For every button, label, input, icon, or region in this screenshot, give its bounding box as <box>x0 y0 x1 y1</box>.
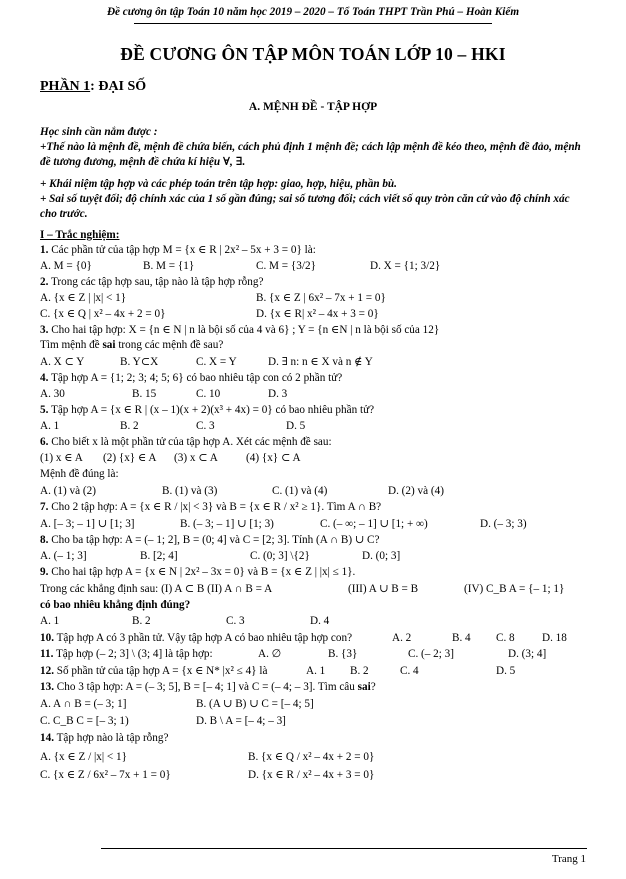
statement-4: (4) {x} ⊂ A <box>246 452 301 464</box>
section-subheading: I – Trắc nghiệm: <box>40 229 120 241</box>
option-b: B. (1) và (3) <box>162 485 218 497</box>
prompt-text: Tìm mệnh đề <box>40 339 103 351</box>
option-d: D. 3 <box>268 388 288 400</box>
question-14 <box>40 731 168 745</box>
question-text: Cho 3 tập hợp: A = (– 3; 5], B = [– 4; 1] và C = (– 4; – 3]. Tìm câu <box>53 681 358 693</box>
option-d: D. {x ∈ R| x² – 4x + 3 = 0} <box>256 308 379 320</box>
statement-2: (2) {x} ∈ A <box>103 452 157 464</box>
question-number: 13. <box>40 681 54 693</box>
option-b: B. 4 <box>452 632 471 644</box>
question-number: 10. <box>40 632 54 644</box>
question-text: Các phần tử của tập hợp M = {x ∈ R | 2x² – 5x + 3 = 0} là: <box>48 244 316 256</box>
section-heading: A. MỆNH ĐỀ - TẬP HỢP <box>248 101 378 113</box>
option-a: A. M = {0} <box>40 260 92 272</box>
question-text: Tập hợp A = {1; 2; 3; 4; 5; 6} có bao nhiêu tập con có 2 phần tử? <box>48 372 343 384</box>
intro-point-3: + Sai số tuyệt đối; độ chính xác của 1 số gần đúng; sai số tương đối; cách viết số quy tròn căn cứ vào độ chính xác cho trước. <box>40 193 570 220</box>
option-d: D. {x ∈ R / x² – 4x + 3 = 0} <box>248 769 375 781</box>
question-10 <box>40 631 567 645</box>
question-number: 6. <box>40 436 49 448</box>
question-number: 3. <box>40 324 49 336</box>
option-d: D. 5 <box>286 420 306 432</box>
statement-3: (3) x ⊂ A <box>174 452 218 464</box>
question-11 <box>40 647 547 661</box>
option-b: B. 15 <box>132 388 157 400</box>
statement-1: (1) x ∈ A <box>40 452 83 464</box>
part-name: : ĐẠI SỐ <box>90 79 147 94</box>
intro-heading: Học sinh cần nắm được : <box>40 126 158 138</box>
question-text: Trong các tập hợp sau, tập nào là tập hợp rỗng? <box>48 276 264 288</box>
running-header: Đề cương ôn tập Toán 10 năm học 2019 – 2020 – Tổ Toán THPT Trần Phú – Hoàn Kiếm <box>106 6 520 18</box>
option-d: D. X = {1; 3/2} <box>370 260 441 272</box>
statement-1-2: Trong các khẳng định sau: (I) A ⊂ B (II) A ∩ B = A <box>40 583 273 595</box>
option-c: C. {x ∈ Q | x² – 4x + 2 = 0} <box>40 308 166 320</box>
question-text: Cho ba tập hợp: A = (– 1; 2], B = (0; 4] và C = [2; 3]. Tính (A ∩ B) ∪ C? <box>48 534 380 546</box>
question-number: 9. <box>40 566 49 578</box>
document-title: ĐỀ CƯƠNG ÔN TẬP MÔN TOÁN LỚP 10 – HKI <box>120 44 506 64</box>
option-b: B. M = {1} <box>143 260 195 272</box>
option-d: D. 4 <box>310 615 330 627</box>
question-text: Tập hợp A = {x ∈ R | (x – 1)(x + 2)(x³ + 4x) = 0} có bao nhiêu phần tử? <box>48 404 375 416</box>
emphasis-text: sai <box>102 339 116 351</box>
option-a: A. 2 <box>392 632 412 644</box>
question-12 <box>40 664 516 678</box>
option-c: C. 3 <box>226 615 245 627</box>
question-text: Tập hợp (– 2; 3] \ (3; 4] là tập hợp: <box>53 648 213 660</box>
question-number: 14. <box>40 732 54 744</box>
option-a: A. {x ∈ Z / |x| < 1} <box>40 751 127 763</box>
option-c: C. (– ∞; – 1] ∪ [1; + ∞) <box>320 518 428 530</box>
option-c: C. 3 <box>196 420 215 432</box>
intro-point-1: +Thế nào là mệnh đề, mệnh đề chứa biến, cách phủ định 1 mệnh đề; cách lập mệnh đề kéo theo, mệnh đề đảo, mệnh đề tương đương, mệnh đề chứa kí hiệu ∀, ∃. <box>40 141 581 168</box>
option-b: B. {3} <box>328 648 358 660</box>
part-label: PHẦN 1 <box>40 79 91 94</box>
option-a: A. {x ∈ Z | |x| < 1} <box>40 292 127 304</box>
question-text: Số phần tử của tập hợp A = {x ∈ N* |x² ≤ 4} là <box>53 665 268 677</box>
option-d: D. (0; 3] <box>362 550 401 562</box>
option-d: D. (3; 4] <box>508 648 547 660</box>
question-number: 11. <box>40 648 54 660</box>
option-b: B. {x ∈ Q / x² – 4x + 2 = 0} <box>248 751 375 763</box>
option-d: D. ∃ n: n ∈ X và n ∉ Y <box>268 356 373 368</box>
question-1 <box>40 243 316 257</box>
question-6 <box>40 435 332 449</box>
question-6-prompt: Mệnh đề đúng là: <box>40 468 119 480</box>
option-d: D. B \ A = [– 4; – 3] <box>196 715 286 727</box>
question-text-end: ? <box>370 681 376 693</box>
option-a: A. 1 <box>306 665 326 677</box>
header-divider <box>134 23 492 24</box>
intro-point-2: + Khái niệm tập hợp và các phép toán trên tập hợp: giao, hợp, hiệu, phần bù. <box>40 178 397 190</box>
question-number: 1. <box>40 244 49 256</box>
option-b: B. (A ∪ B) ∪ C = [– 4; 5] <box>196 698 314 710</box>
question-number: 2. <box>40 276 49 288</box>
question-text: Tập hợp A có 3 phần tử. Vậy tập hợp A có bao nhiêu tập hợp con? <box>53 632 353 644</box>
option-d: D. 5 <box>496 665 516 677</box>
question-number: 12. <box>40 665 54 677</box>
emphasis-text: sai <box>357 681 371 693</box>
question-number: 8. <box>40 534 49 546</box>
option-d: D. 18 <box>542 632 567 644</box>
question-7 <box>40 500 381 514</box>
option-a: A. (1) và (2) <box>40 485 96 497</box>
question-text: Cho hai tập hợp: X = {n ∈ N | n là bội số của 4 và 6} ; Y = {n ∈N | n là bội số của 12} <box>48 324 440 336</box>
statement-3: (III) A ∪ B = B <box>348 583 419 595</box>
question-8 <box>40 533 379 547</box>
option-a: A. ∅ <box>258 648 282 660</box>
option-c: C. (0; 3] \{2} <box>250 550 310 562</box>
option-c: C. 10 <box>196 388 221 400</box>
option-a: A. [– 3; – 1] ∪ [1; 3] <box>40 518 135 530</box>
question-9 <box>40 565 355 579</box>
question-5 <box>40 403 374 417</box>
option-d: D. (– 3; 3) <box>480 518 527 530</box>
page-number: Trang 1 <box>551 853 586 865</box>
option-c: C. M = {3/2} <box>256 260 316 272</box>
footer-divider <box>101 848 587 849</box>
question-number: 4. <box>40 372 49 384</box>
option-c: C. X = Y <box>196 356 237 368</box>
option-b: B. [2; 4] <box>140 550 178 562</box>
question-text: Cho biết x là một phần tử của tập hợp A. Xét các mệnh đề sau: <box>48 436 332 448</box>
statement-4: (IV) C_B A = {– 1; 1} <box>464 583 565 595</box>
question-3 <box>40 323 439 337</box>
option-a: A. 1 <box>40 615 60 627</box>
option-a: A. A ∩ B = (– 3; 1] <box>40 698 127 710</box>
question-number: 7. <box>40 501 49 513</box>
question-text: Cho hai tập hợp A = {x ∈ N | 2x² – 3x = 0} và B = {x ∈ Z | |x| ≤ 1}. <box>48 566 356 578</box>
option-b: B. {x ∈ Z | 6x² – 7x + 1 = 0} <box>256 292 386 304</box>
option-b: B. 2 <box>120 420 139 432</box>
option-b: B. (– 3; – 1] ∪ [1; 3) <box>180 518 274 530</box>
option-c: C. (1) và (4) <box>272 485 328 497</box>
option-c: C. {x ∈ Z / 6x² – 7x + 1 = 0} <box>40 769 171 781</box>
question-4 <box>40 371 342 385</box>
option-a: A. 30 <box>40 388 65 400</box>
option-c: C. C_B C = [– 3; 1) <box>40 715 129 727</box>
question-2 <box>40 275 263 289</box>
prompt-text: trong các mệnh đề sau? <box>115 339 224 351</box>
question-3-prompt <box>40 338 223 352</box>
option-a: A. (– 1; 3] <box>40 550 87 562</box>
option-c: C. 8 <box>496 632 515 644</box>
option-b: B. 2 <box>350 665 369 677</box>
question-9-prompt: có bao nhiêu khẳng định đúng? <box>40 599 191 611</box>
option-a: A. X ⊂ Y <box>40 356 85 368</box>
option-b: B. 2 <box>132 615 151 627</box>
question-text: Tập hợp nào là tập rỗng? <box>53 732 169 744</box>
part-heading <box>40 79 146 95</box>
option-c: C. 4 <box>400 665 419 677</box>
option-d: D. (2) và (4) <box>388 485 444 497</box>
question-13 <box>40 680 376 694</box>
question-text: Cho 2 tập hợp: A = {x ∈ R / |x| < 3} và B = {x ∈ R / x² ≥ 1}. Tìm A ∩ B? <box>48 501 382 513</box>
option-a: A. 1 <box>40 420 60 432</box>
question-number: 5. <box>40 404 49 416</box>
option-b: B. Y⊂X <box>120 356 159 368</box>
option-c: C. (– 2; 3] <box>408 648 454 660</box>
